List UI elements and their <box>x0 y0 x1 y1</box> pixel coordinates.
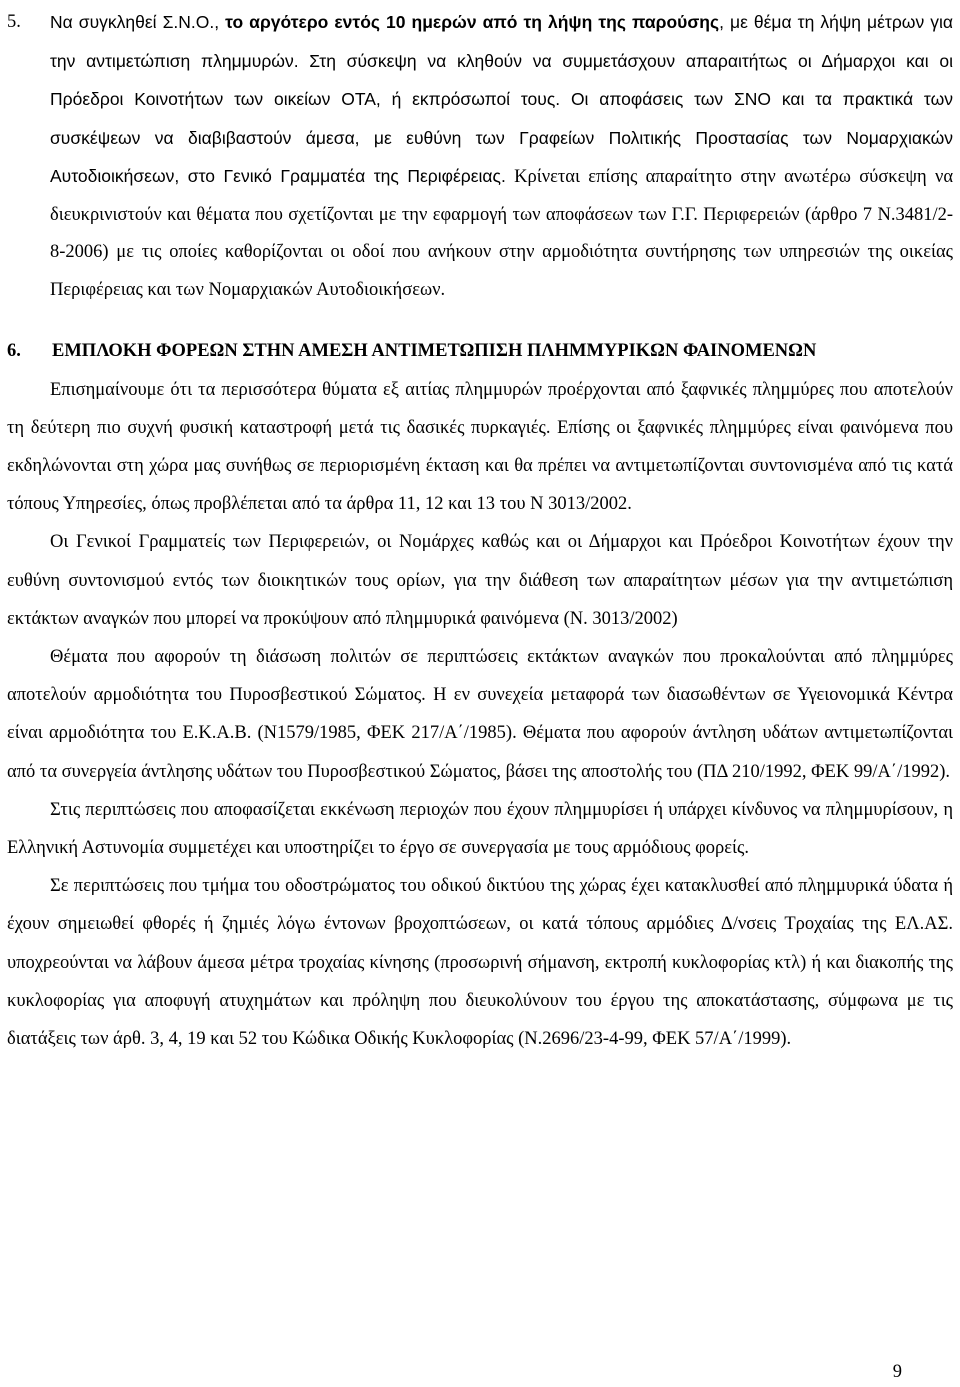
list-item-5 <box>7 4 953 309</box>
paragraph: Οι Γενικοί Γραμματείς των Περιφερειών, οι Νομάρχες καθώς και οι Δήμαρχοι και Πρόεδροι Κοινοτήτων έχουν την ευθύνη συντονισμού εντός των διοικητικών τους ορίων, για την διάθεση των απαραίτητων μέσων για την αντιμετώπιση εκτάκτων αναγκών που μπορεί να προκύψουν από πλημμυρικά φαινόμενα (Ν. 3013/2002) <box>7 532 953 629</box>
paragraph: Σε περιπτώσεις που τμήμα του οδοστρώματος του οδικού δικτύου της χώρας έχει κατακλυσθεί από πλημμυρικά ύδατα ή έχουν σημειωθεί φθορές ή ζημιές λόγω έντονων βροχοπτώσεων, οι κατά τόπους αρμόδιες Δ/νσεις Τροχαίας της ΕΛ.ΑΣ. υποχρεούνται να λάβουν άμεσα μέτρα τροχαίας κίνησης (προσωρινή σήμανση, εκτροπή κυκλοφορίας κτλ) ή και διακοπής της κυκλοφορίας για αποφυγή ατυχημάτων και πρόληψη που διευκολύνουν του έργου της αποκατάστασης, σύμφωνα με τις διατάξεις των άρθ. 3, 4, 19 και 52 του Κώδικα Οδικής Κυκλοφορίας (Ν.2696/23-4-99, ΦΕΚ 57/Α΄/1999). <box>7 876 953 1049</box>
document-page <box>7 0 953 1058</box>
section-heading <box>7 333 953 371</box>
paragraph: Θέματα που αφορούν τη διάσωση πολιτών σε περιπτώσεις εκτάκτων αναγκών που προκαλούνται από πλημμύρες αποτελούν αρμοδιότητα του Πυροσβεστικού Σώματος. Η εν συνεχεία μεταφορά των διασωθέντων σε Υγειονομικά Κέντρα είναι αρμοδιότητα του Ε.Κ.Α.Β. (Ν1579/1985, ΦΕΚ 217/Α΄/1985). Θέματα που αφορούν άντληση υδάτων αντιμετωπίζονται από τα συνεργεία άντλησης υδάτων του Πυροσβεστικού Σώματος, βάσει της αποστολής του (ΠΔ 210/1992, ΦΕΚ 99/Α΄/1992). <box>7 646 953 782</box>
paragraph: Επισημαίνουμε ότι τα περισσότερα θύματα εξ αιτίας πλημμυρών προέρχονται από ξαφνικές πλημμύρες που αποτελούν τη δεύτερη πιο συχνή φυσική καταστροφή μετά τις δασικές πυρκαγιές. Επίσης οι ξαφνικές πλημμύρες είναι φαινόμενα που εκδηλώνονται στη χώρα μας συνήθως σε περιορισμένη έκταση και θα πρέπει να αντιμετωπίζονται συντονισμένα από τις κατά τόπους Υπηρεσίες, όπως προβλέπεται από τα άρθρα 11, 12 και 13 του Ν 3013/2002. <box>7 379 953 515</box>
section-title: ΕΜΠΛΟΚΗ ΦΟΡΕΩΝ ΣΤΗΝ ΑΜΕΣΗ ΑΝΤΙΜΕΤΩΠΙΣΗ ΠΛΗΜΜΥΡΙΚΩΝ ΦΑΙΝΟΜΕΝΩΝ <box>52 341 817 361</box>
paragraph: Στις περιπτώσεις που αποφασίζεται εκκένωση περιοχών που έχουν πλημμυρίσει ή υπάρχει κίνδυνος να πλημμυρίσουν, η Ελληνική Αστυνομία συμμετέχει και υποστηρίζει το έργο σε συνεργασία με τους αρμόδιους φορείς. <box>7 799 953 858</box>
item5-sentence1-bold: το αργότερο εντός 10 ημερών από τη λήψη της παρούσης <box>225 12 720 32</box>
item5-sentence3: Κρίνεται επίσης απαραίτητο στην ανωτέρω σύσκεψη να διευκρινιστούν και θέματα που σχετίζονται με την εφαρμογή των αποφάσεων των Γ.Γ. Περιφερειών (άρθρο 7 Ν.3481/2-8-2006) με τις οποίες καθορίζονται οι οδοί που ανήκουν στην αρμοδιότητα συντήρησης των υπηρεσιών της οικείας Περιφέρειας και των Νομαρχιακών Αυτοδιοικήσεων. <box>50 167 954 300</box>
item5-sentence1-rest: , με θέμα τη λήψη μέτρων για την αντιμετώπιση πλημμυρών. Στη σύσκεψη να κληθούν να συμμετάσχουν απαραιτήτως οι Δήμαρχοι και οι Πρόεδροι Κοινοτήτων των οικείων ΟΤΑ, ή εκπρόσωποί τους. <box>50 12 953 109</box>
list-item-number: 5. <box>7 12 21 32</box>
item5-sentence1-plain: Να συγκληθεί Σ.Ν.Ο., <box>50 12 226 32</box>
list-item-5-text <box>50 4 953 309</box>
item5-sentence2: Οι αποφάσεις των ΣΝΟ και τα πρακτικά των συσκέψεων να διαβιβαστούν άμεσα, με ευθύνη των Γραφείων Πολιτικής Προστασίας των Νομαρχιακών Αυτοδιοικήσεων, στο Γενικό Γραμματέα της Περιφέρειας. <box>50 89 953 186</box>
section-number: 6. <box>7 341 21 361</box>
page-number: 9 <box>892 1362 902 1382</box>
